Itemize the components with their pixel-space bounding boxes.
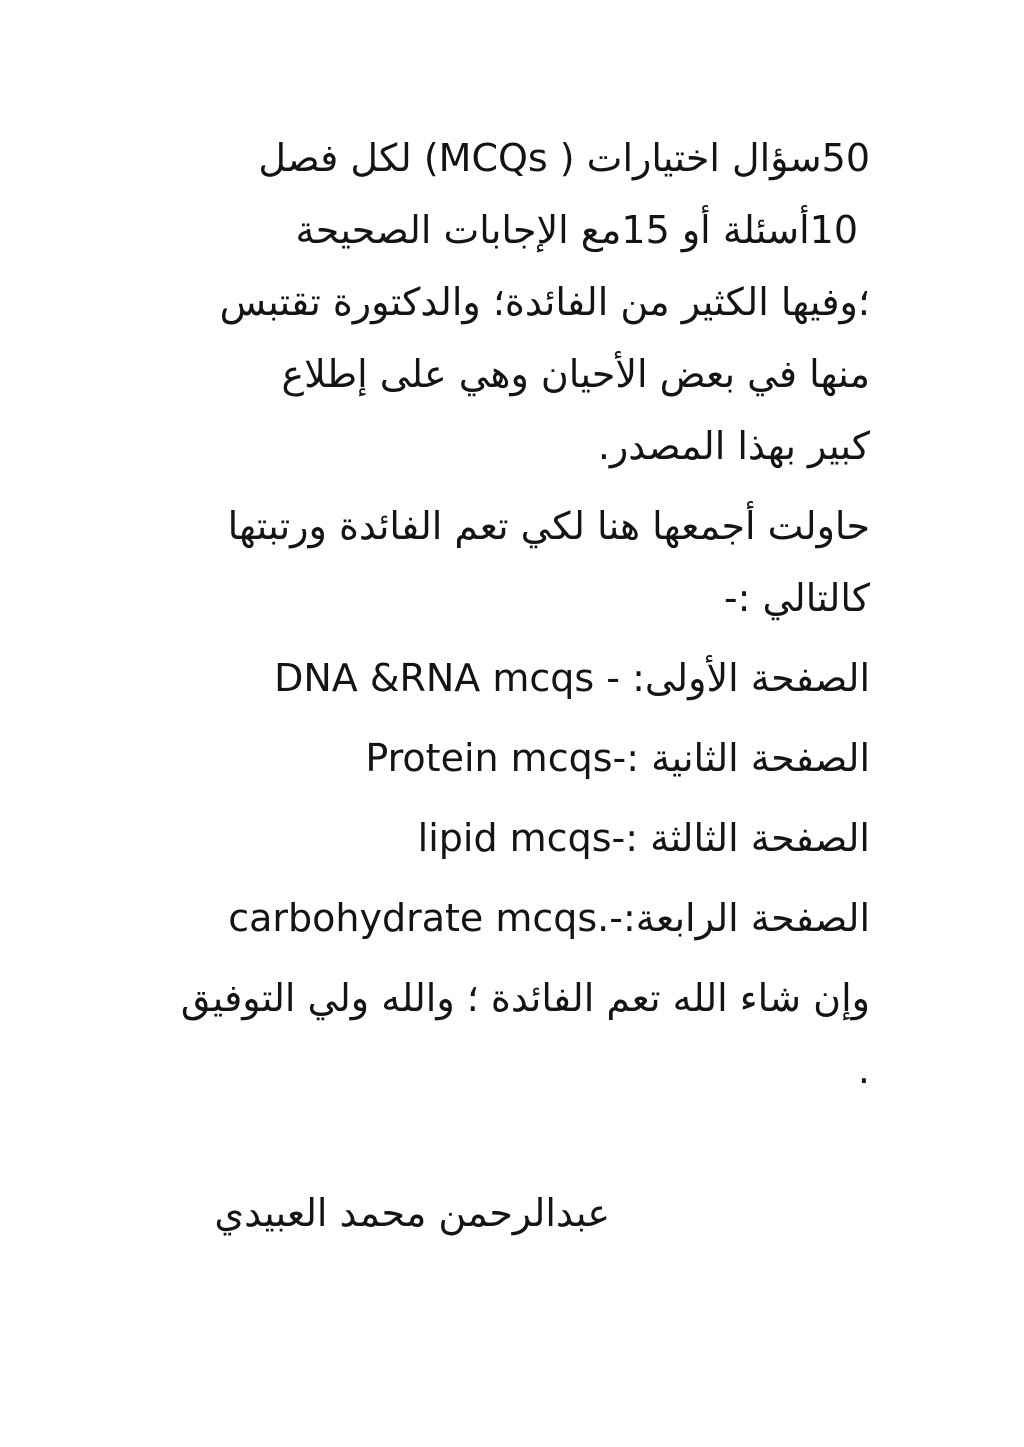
- page-1-item: [165, 642, 870, 714]
- arrangement-paragraph: حاولت أجمعها هنا لكي تعم الفائدة ورتبتها كالتالي :-: [227, 504, 870, 620]
- page-1-topic: DNA &RNA mcqs: [274, 656, 595, 700]
- document-body: [165, 122, 870, 1114]
- intro-line-4: منها في بعض الأحيان وهي على إطلاع: [281, 352, 870, 396]
- page-3-label: الصفحة الثالثة :-: [611, 816, 870, 860]
- page-3-topic: lipid mcqs: [417, 816, 612, 860]
- author-signature: عبدالرحمن محمد العبيدي: [214, 1191, 610, 1235]
- page-2-label: الصفحة الثانية :-: [612, 736, 870, 780]
- intro-line-5: كبير بهذا المصدر.: [597, 424, 870, 468]
- intro-paragraph: [165, 122, 870, 482]
- intro-line-2: 10أسئلة أو 15مع الإجابات الصحيحة: [295, 208, 858, 252]
- closing-paragraph: وإن شاء الله تعم الفائدة ؛ والله ولي التوفيق .: [180, 976, 870, 1092]
- page-3-item: [165, 802, 870, 874]
- page-2-topic: Protein mcqs: [365, 736, 613, 780]
- intro-line-1: 50سؤال اختيارات ( MCQs) لكل فصل: [258, 136, 870, 180]
- page-4-label: الصفحة الرابعة:-: [609, 896, 870, 940]
- page-4-item: [165, 882, 870, 954]
- page-1-label: الصفحة الأولى: -: [594, 656, 870, 700]
- intro-line-3: ؛وفيها الكثير من الفائدة؛ والدكتورة تقتبس: [219, 280, 870, 324]
- page-4-topic: carbohydrate mcqs.: [228, 896, 610, 940]
- page-2-item: [165, 722, 870, 794]
